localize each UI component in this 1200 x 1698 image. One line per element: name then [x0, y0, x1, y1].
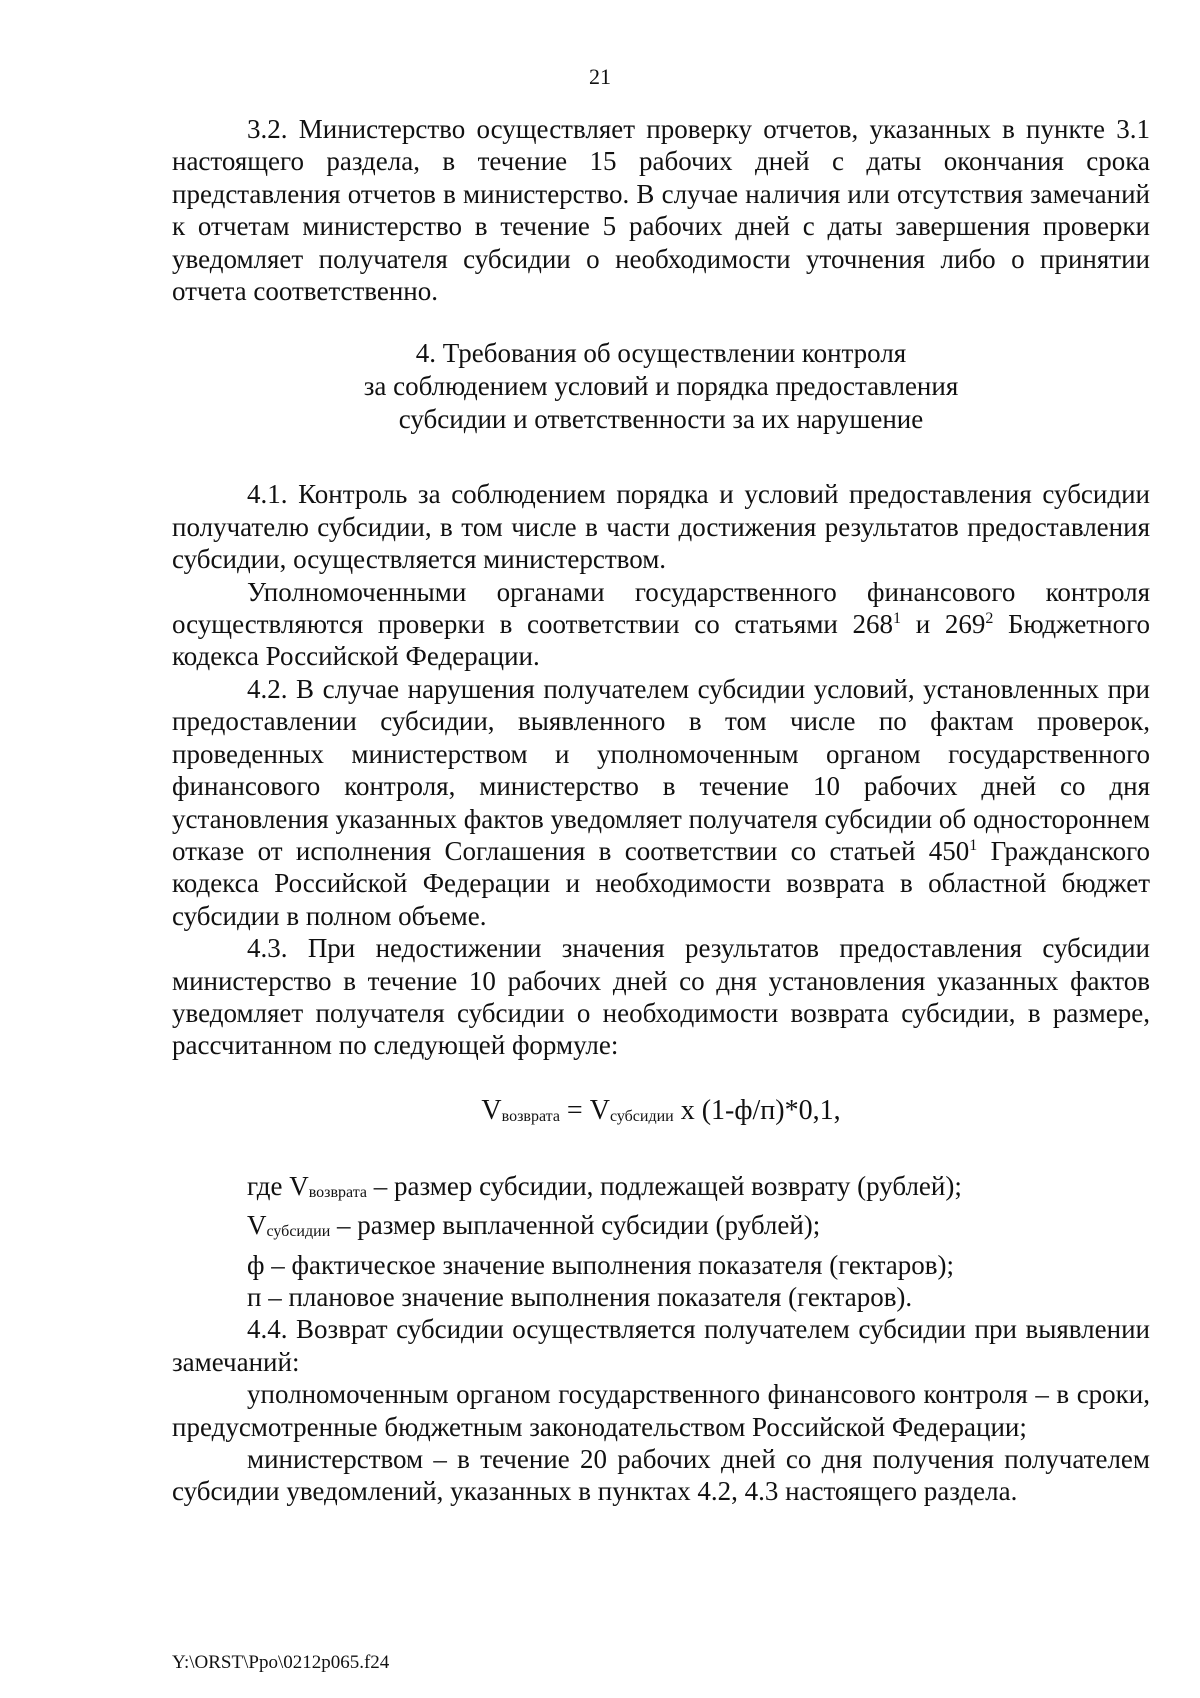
formula-sub: возврата: [501, 1107, 560, 1125]
paragraph-4-1-control-bodies: [172, 576, 1150, 673]
paragraph-4-4: 4.4. Возврат субсидии осуществляется получателем субсидии при выявлении замечаний:: [172, 1314, 1150, 1377]
text-segment: Гражданского кодекса Российской Федерации и необходимости возврата в областной бюджет субсидии в полном объеме.: [172, 835, 1150, 931]
superscript: 1: [969, 836, 978, 854]
heading-line-1: 4. Требования об осуществлении контроля: [415, 338, 907, 369]
paragraph-4-2: [172, 673, 1150, 932]
formula-v: V: [481, 1094, 502, 1126]
text-segment: где V: [247, 1170, 309, 1201]
superscript: 1: [893, 610, 902, 628]
variable-definition: п – плановое значение выполнения показателя (гектаров).: [247, 1281, 913, 1312]
page-number: 21: [589, 64, 611, 89]
variable-definition: [172, 1170, 1150, 1209]
variable-definition: ф – фактическое значение выполнения показателя (гектаров);: [247, 1249, 955, 1280]
heading-line-3: субсидии и ответственности за их нарушение: [398, 404, 924, 435]
formula-rest: х (1-ф/п)*0,1,: [673, 1094, 841, 1126]
formula-v: V: [589, 1094, 610, 1126]
text-segment: V: [247, 1210, 267, 1241]
text-segment: и 269: [901, 609, 986, 640]
superscript: 2: [985, 610, 994, 628]
paragraph-4-1: 4.1. Контроль за соблюдением порядка и условий предоставления субсидии получателю субсидии, в том числе в части достижения результатов предоставления субсидии, осуществляется министерством.: [172, 479, 1150, 575]
heading-line-2: за соблюдением условий и порядка предоставления: [363, 371, 959, 402]
text-segment: – размер выплаченной субсидии (рублей);: [330, 1210, 821, 1241]
text-segment: – размер субсидии, подлежащей возврату (рублей);: [367, 1170, 962, 1201]
text-segment: Уполномоченными органами государственного финансового контроля осуществляются проверки в соответствии со статьями 268: [172, 576, 1150, 640]
text-segment: Бюджетного кодекса Российской Федерации.: [172, 609, 1150, 672]
formula-eq: =: [559, 1094, 590, 1126]
section-4-heading: [172, 337, 1150, 436]
file-path-footer: Y:\ORST\Ppo\0212p065.f24: [172, 1652, 390, 1673]
formula-sub: субсидии: [266, 1223, 331, 1241]
paragraph-4-3: 4.3. При недостижении значения результатов предоставления субсидии министерство в течение 10 рабочих дней со дня установления указанных фактов уведомляет получателя субсидии о необходимости возврата субсидии, в размере, рассчитанном по следующей формуле:: [172, 933, 1150, 1061]
formula-sub: возврата: [308, 1183, 367, 1201]
paragraph-4-4-ministry: министерством – в течение 20 рабочих дней со дня получения получателем субсидии уведомлений, указанных в пунктах 4.2, 4.3 настоящего раздела.: [172, 1444, 1150, 1507]
return-formula: [172, 1094, 1150, 1134]
variable-definition: [172, 1209, 1150, 1248]
text-segment: 4.2. В случае нарушения получателем субсидии условий, установленных при предоставлении субсидии, выявленного в том числе по фактам проверок, проведенных министерством и уполномоченным органом государственного финансового контроля, министерство в течение 10 рабочих дней со дня установления указанных фактов уведомляет получателя субсидии об одностороннем отказе от исполнения Соглашения в соответствии со статьей 450: [172, 673, 1150, 866]
paragraph-4-4-control-body: уполномоченным органом государственного финансового контроля – в сроки, предусмотренные бюджетным законодательством Российской Федерации;: [172, 1379, 1150, 1442]
paragraph-3-2: 3.2. Министерство осуществляет проверку отчетов, указанных в пункте 3.1 настоящего раздела, в течение 15 рабочих дней с даты окончания срока представления отчетов в министерство. В случае наличия или отсутствия замечаний к отчетам министерство в течение 5 рабочих дней с даты завершения проверки уведомляет получателя субсидии о необходимости уточнения либо о принятии отчета соответственно.: [172, 114, 1150, 307]
formula-sub: субсидии: [609, 1107, 674, 1125]
document-body: [172, 113, 1150, 1508]
